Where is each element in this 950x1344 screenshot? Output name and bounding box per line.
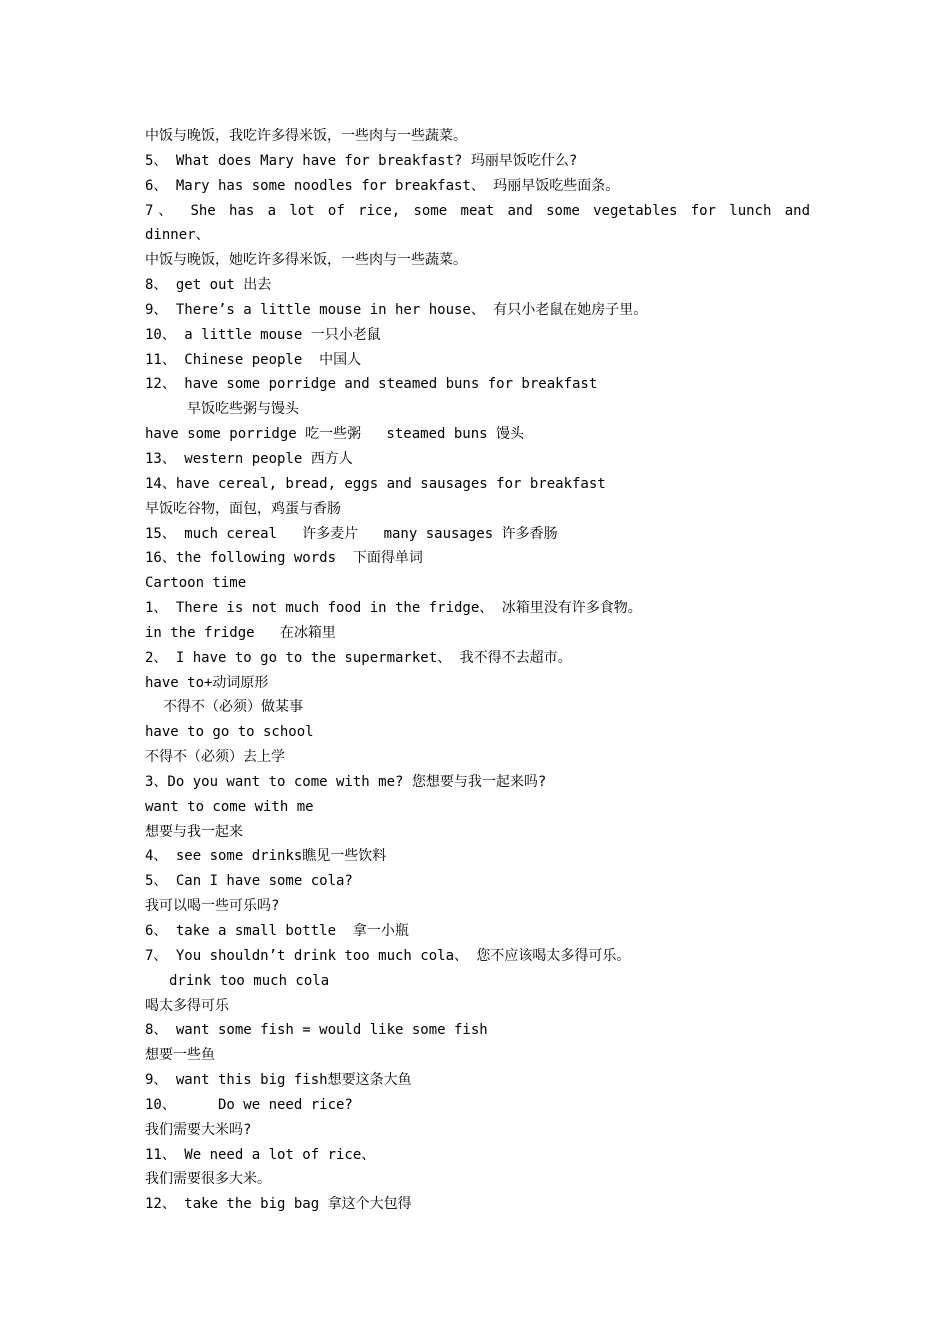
text-line: 4、 see some drinks瞧见一些饮料 xyxy=(145,848,387,865)
document-body xyxy=(145,124,810,1217)
text-line: 7、 She has a lot of rice, some meat and some vegetables for lunch and xyxy=(145,202,810,219)
text-line: have some porridge 吃一些粥 steamed buns 馒头 xyxy=(145,426,525,443)
text-line: 早饭吃些粥与馒头 xyxy=(187,401,299,418)
text-line: 16、the following words 下面得单词 xyxy=(145,550,423,567)
text-line: have to+动词原形 xyxy=(145,674,269,691)
text-line: 早饭吃谷物，面包，鸡蛋与香肠 xyxy=(145,500,341,517)
text-line: 我们需要大米吗? xyxy=(145,1121,252,1138)
text-line: 6、 Mary has some noodles for breakfast、 玛丽早饭吃些面条。 xyxy=(145,177,620,194)
text-line: 中饭与晚饭，她吃许多得米饭，一些肉与一些蔬菜。 xyxy=(145,252,467,269)
text-line: 7、 You shouldn’t drink too much cola、 您不应该喝太多得可乐。 xyxy=(145,947,631,964)
text-line: 我们需要很多大米。 xyxy=(145,1171,271,1188)
text-line: 15、 much cereal 许多麦片 many sausages 许多香肠 xyxy=(145,525,558,542)
text-line: want to come with me xyxy=(145,798,314,815)
text-line: 13、 western people 西方人 xyxy=(145,450,353,467)
text-line: 14、have cereal, bread, eggs and sausages for breakfast xyxy=(145,475,606,492)
text-line: 喝太多得可乐 xyxy=(145,997,229,1014)
text-line: Cartoon time xyxy=(145,575,247,592)
text-line: 9、 There’s a little mouse in her house、 有只小老鼠在她房子里。 xyxy=(145,301,648,318)
text-line: 5、 What does Mary have for breakfast? 玛丽早饭吃什么? xyxy=(145,152,578,169)
text-line: 我可以喝一些可乐吗? xyxy=(145,898,280,915)
text-line: 9、 want this big fish想要这条大鱼 xyxy=(145,1072,412,1089)
text-line: 12、 have some porridge and steamed buns for breakfast xyxy=(145,376,598,393)
text-line: 5、 Can I have some cola? xyxy=(145,873,353,890)
text-line: 1、 There is not much food in the fridge、 冰箱里没有许多食物。 xyxy=(145,600,642,617)
text-line: 11、 Chinese people 中国人 xyxy=(145,351,362,368)
text-line: drink too much cola xyxy=(169,972,330,989)
text-line: 8、 want some fish = would like some fish xyxy=(145,1022,488,1039)
text-line: 想要一些鱼 xyxy=(145,1047,215,1064)
text-line: 8、 get out 出去 xyxy=(145,277,272,294)
text-line: 12、 take the big bag 拿这个大包得 xyxy=(145,1196,412,1213)
text-line: 6、 take a small bottle 拿一小瓶 xyxy=(145,923,409,939)
text-line: have to go to school xyxy=(145,724,314,741)
text-line: 想要与我一起来 xyxy=(145,823,243,840)
text-line: 中饭与晚饭，我吃许多得米饭，一些肉与一些蔬菜。 xyxy=(145,128,467,144)
text-line: 11、 We need a lot of rice、 xyxy=(145,1146,376,1163)
text-line: 10、 a little mouse 一只小老鼠 xyxy=(145,326,381,343)
text-line: 2、 I have to go to the supermarket、 我不得不去超市。 xyxy=(145,649,572,666)
text-line: 不得不（必须）去上学 xyxy=(145,749,285,766)
text-line: dinner、 xyxy=(145,227,210,244)
text-line: in the fridge 在冰箱里 xyxy=(145,624,336,641)
text-line: 3、Do you want to come with me? 您想要与我一起来吗? xyxy=(145,773,547,790)
text-line: 不得不（必须）做某事 xyxy=(163,699,303,716)
text-line: 10、 Do we need rice? xyxy=(145,1096,353,1113)
